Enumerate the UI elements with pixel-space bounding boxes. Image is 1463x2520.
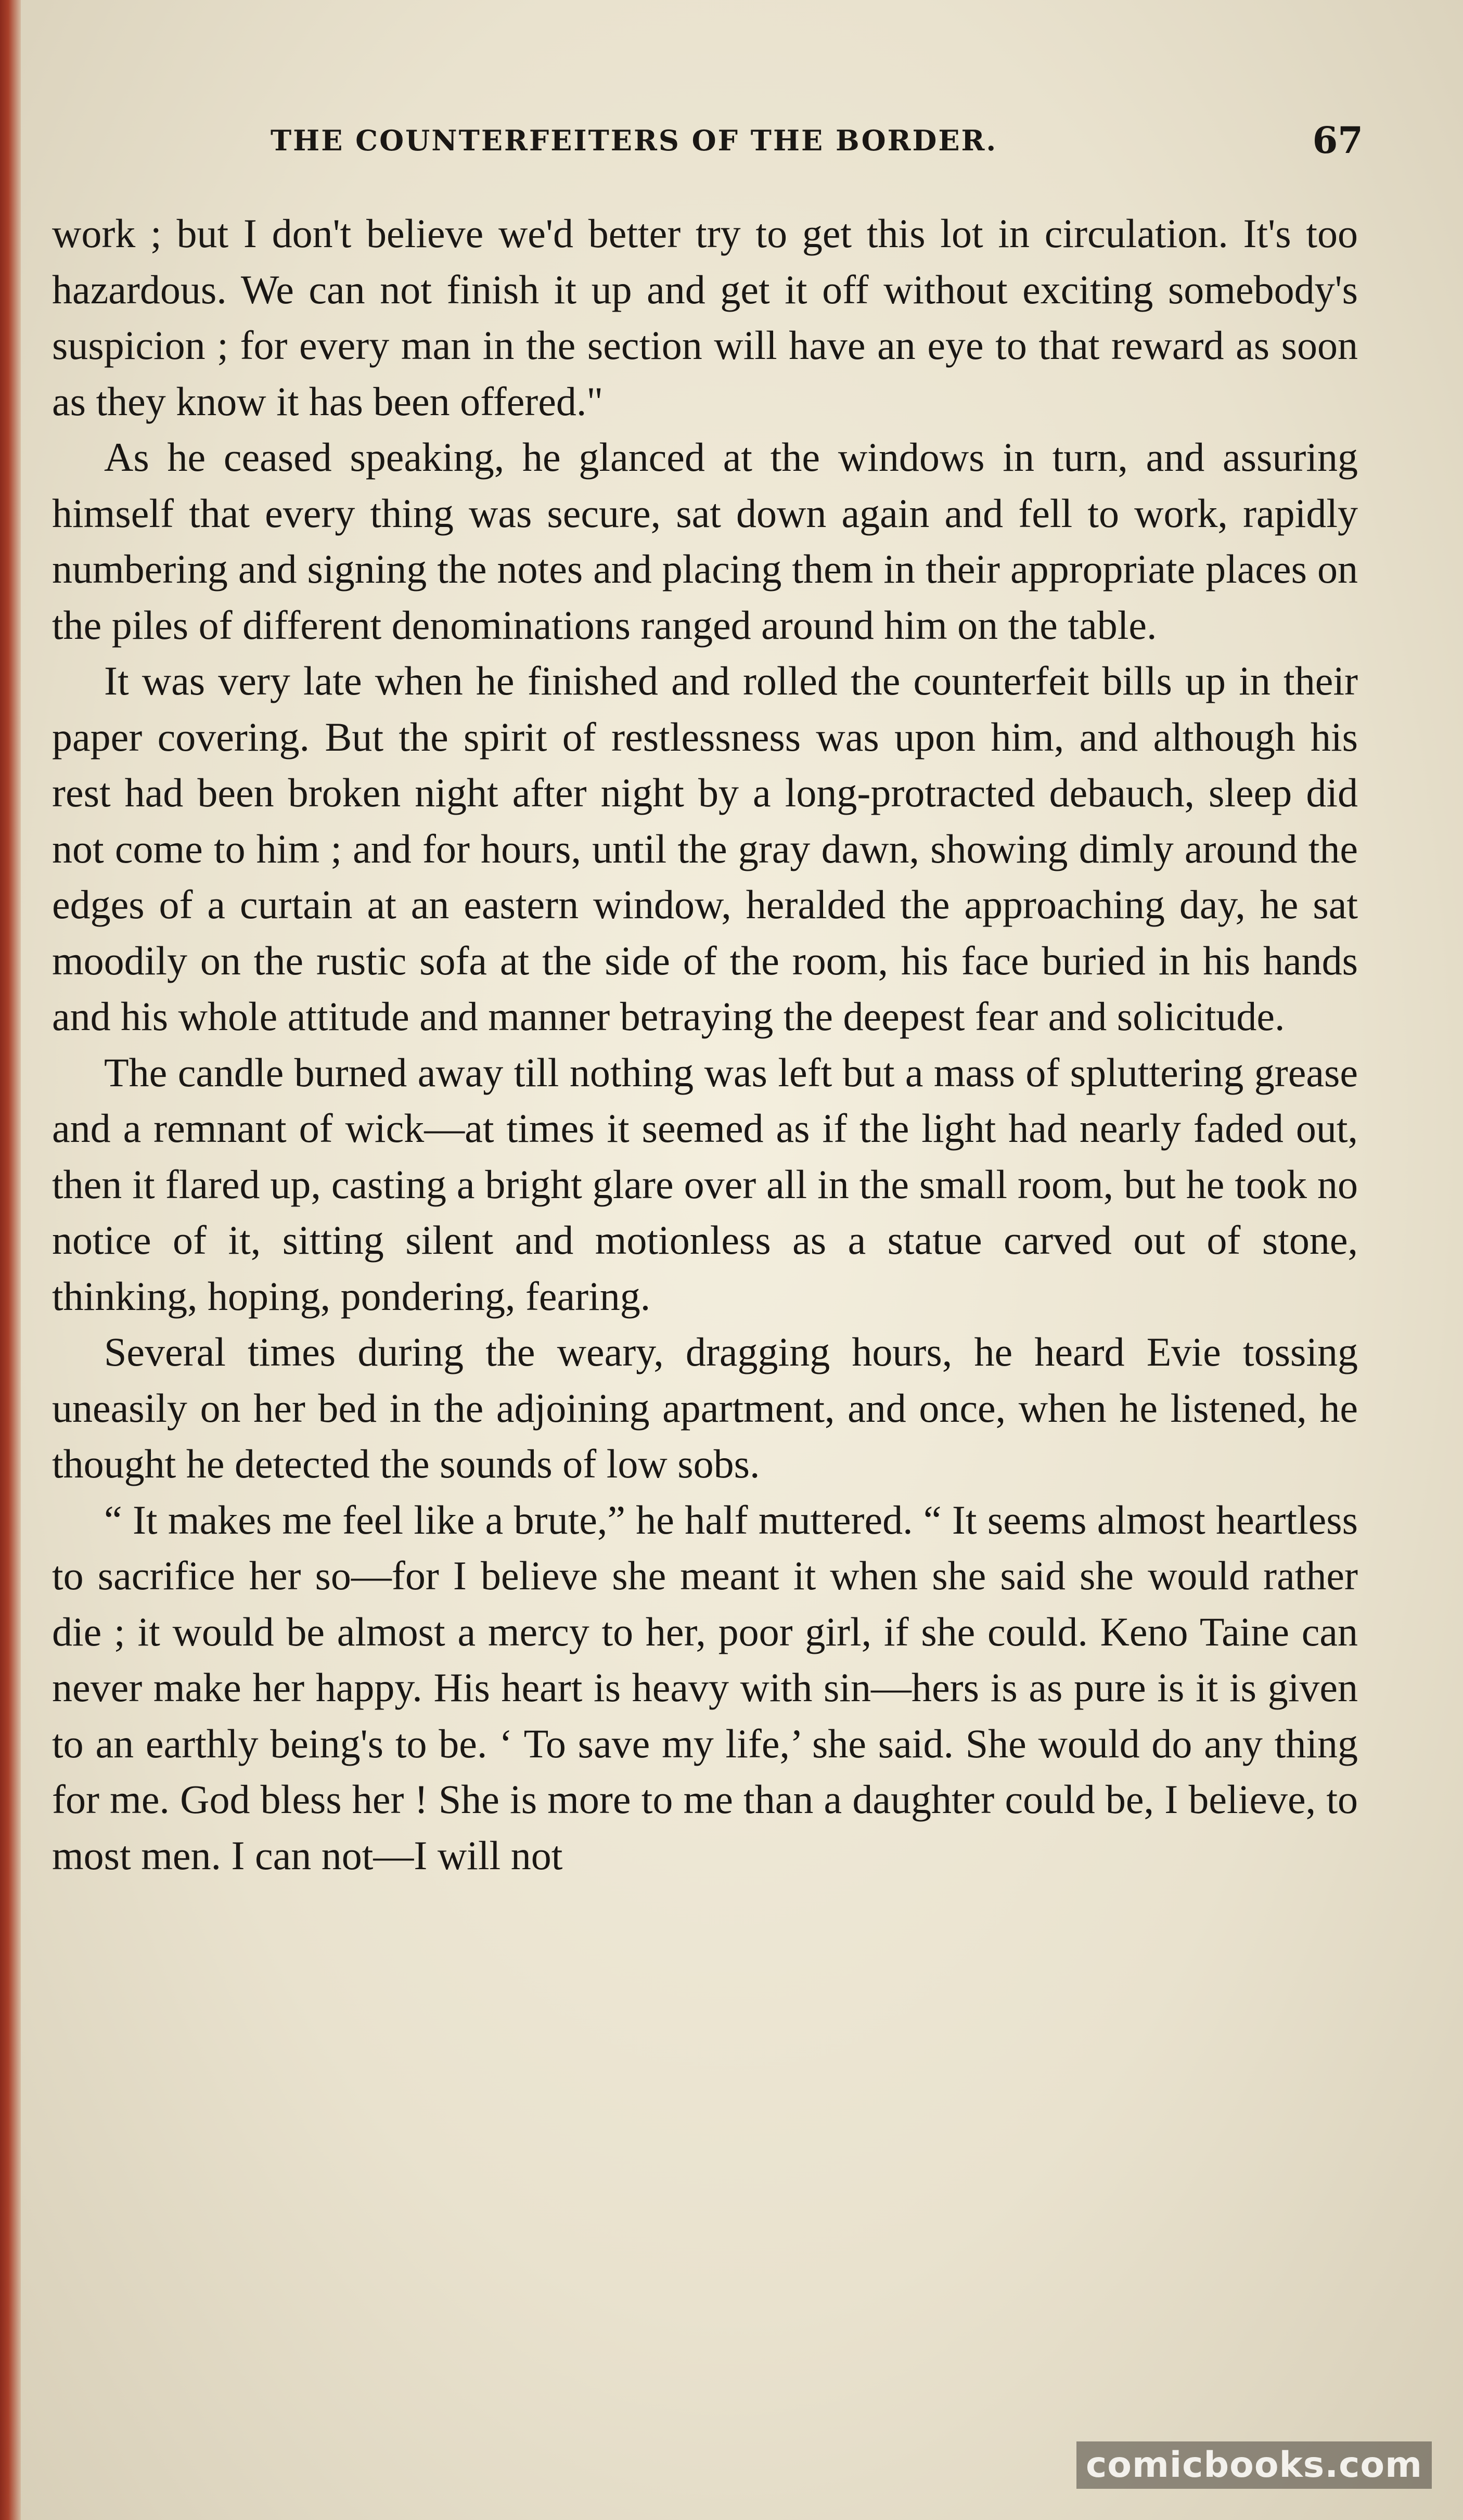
watermark: comicbooks.com [1076, 2441, 1432, 2489]
paragraph: The candle burned away till nothing was left but a mass of spluttering grease and a remnant of wick—at times it seemed as if the light had nearly faded out, then it flared up, casting a bright glare over all in the small room, but he took no notice of it, sitting silent and motionless as a statue carved out of stone, thinking, hoping, pondering, fearing. [52, 1049, 1358, 1319]
page-number: 67 [1312, 119, 1363, 162]
page-edge [0, 0, 21, 2520]
page-header [271, 117, 1363, 164]
running-title: THE COUNTERFEITERS OF THE BORDER. [271, 124, 998, 157]
body-text [52, 205, 1358, 1883]
paragraph: As he ceased speaking, he glanced at the windows in turn, and assuring himself that every thing was secure, sat down again and fell to work, rapidly numbering and signing the notes and placing them in their appropriate places on the piles of different denominations ranged around him on the table. [52, 434, 1358, 648]
paragraph: It was very late when he finished and rolled the counterfeit bills up in their paper covering. But the spirit of restlessness was upon him, and although his rest had been broken night after night by a long-protracted debauch, sleep did not come to him ; and for hours, until the gray dawn, showing dimly around the edges of a curtain at an eastern window, heralded the approaching day, he sat moodily on the rustic sofa at the side of the room, his face buried in his hands and his whole attitude and manner betraying the deepest fear and solicitude. [52, 658, 1358, 1039]
paragraph: “ It makes me feel like a brute,” he half muttered. “ It seems almost heartless to sacrifice her so—for I believe she meant it when she said she would rather die ; it would be almost a mercy to her, poor girl, if she could. Keno Taine can never make her happy. His heart is heavy with sin—hers is as pure is it is given to an earthly being's to be. ‘ To save my life,’ she said. She would do any thing for me. God bless her ! She is more to me than a daughter could be, I believe, to most men. I can not—I will not [52, 1497, 1358, 1878]
paragraph: Several times during the weary, dragging hours, he heard Evie tossing uneasily on her bed in the adjoining apartment, and once, when he listened, he thought he detected the sounds of low sobs. [52, 1329, 1358, 1486]
paragraph: work ; but I don't believe we'd better try to get this lot in circulation. It's too hazardous. We can not finish it up and get it off without exciting somebody's suspicion ; for every man in the section will have an eye to that reward as soon as they know it has been offered." [52, 211, 1358, 424]
